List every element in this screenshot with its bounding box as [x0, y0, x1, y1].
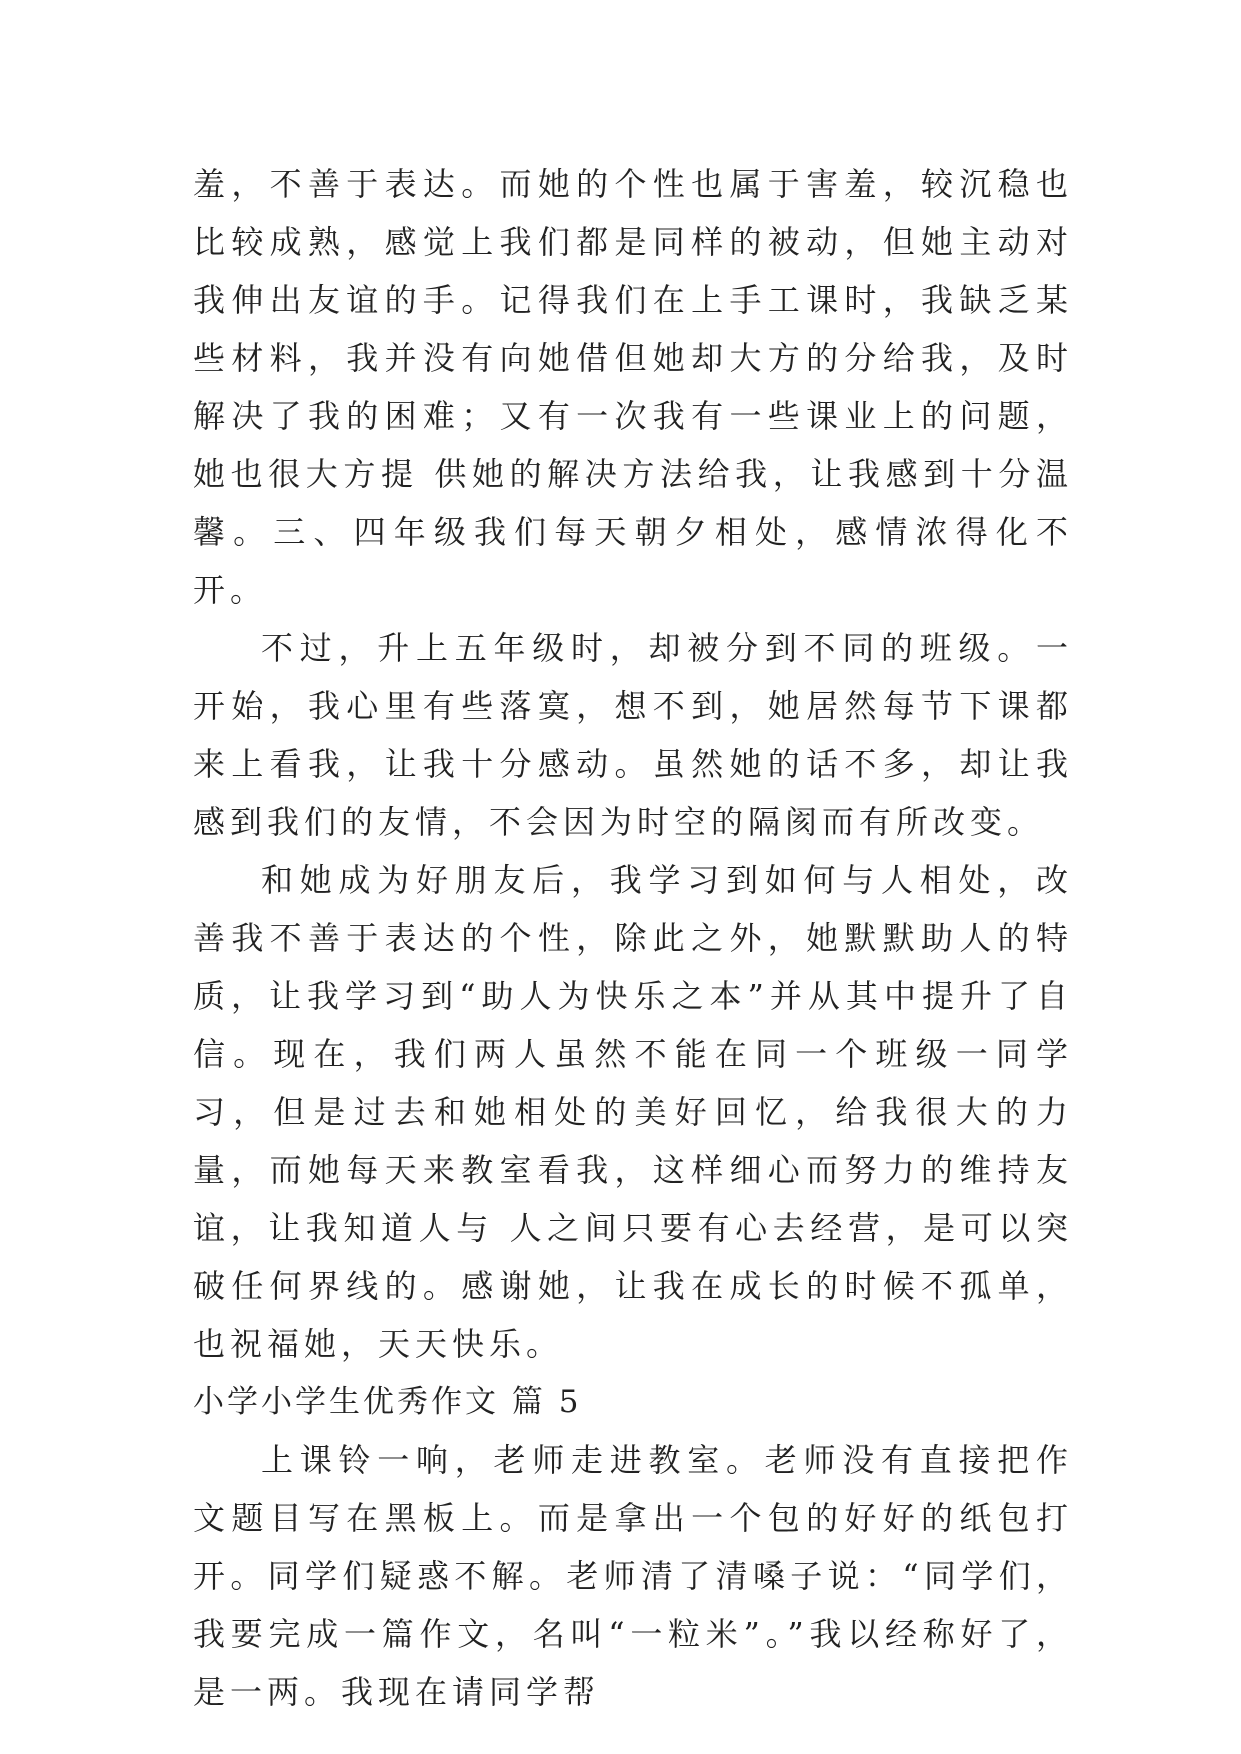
paragraph-3: 和她成为好朋友后，我学习到如何与人相处，改善我不善于表达的个性，除此之外，她默默助人的特质，让我学习到“助人为快乐之本”并从其中提升了自信。现在，我们两人虽然不能在同一个班级一同学习，但是过去和她相处的美好回忆，给我很大的力量，而她每天来教室看我，这样细心而努力的维持友谊，让我知道人与 人之间只要有心去经营，是可以突破任何界线的。感谢她，让我在成长的时候不孤单，也祝福她，天天快乐。: [193, 861, 1073, 1363]
paragraph-2: 不过，升上五年级时，却被分到不同的班级。一开始，我心里有些落寞，想不到，她居然每节下课都来上看我，让我十分感动。虽然她的话不多，却让我感到我们的友情，不会因为时空的隔阂而有所改变。: [193, 629, 1073, 841]
document-body: [193, 155, 1073, 1721]
paragraph-1: 羞，不善于表达。而她的个性也属于害羞，较沉稳也比较成熟，感觉上我们都是同样的被动，但她主动对我伸出友谊的手。记得我们在上手工课时，我缺乏某些材料，我并没有向她借但她却大方的分给我，及时解决了我的困难；又有一次我有一些课业上的问题，她也很大方提 供她的解决方法给我，让我感到十分温馨。三、四年级我们每天朝夕相处，感情浓得化不开。: [193, 165, 1073, 609]
section-paragraph-1: 上课铃一响，老师走进教室。老师没有直接把作文题目写在黑板上。而是拿出一个包的好好的纸包打开。同学们疑惑不解。老师清了清嗓子说：“同学们，我要完成一篇作文，名叫“一粒米”。”我以经称好了，是一两。我现在请同学帮: [193, 1441, 1073, 1711]
section-heading: 小学小学生优秀作文 篇 5: [193, 1384, 582, 1420]
